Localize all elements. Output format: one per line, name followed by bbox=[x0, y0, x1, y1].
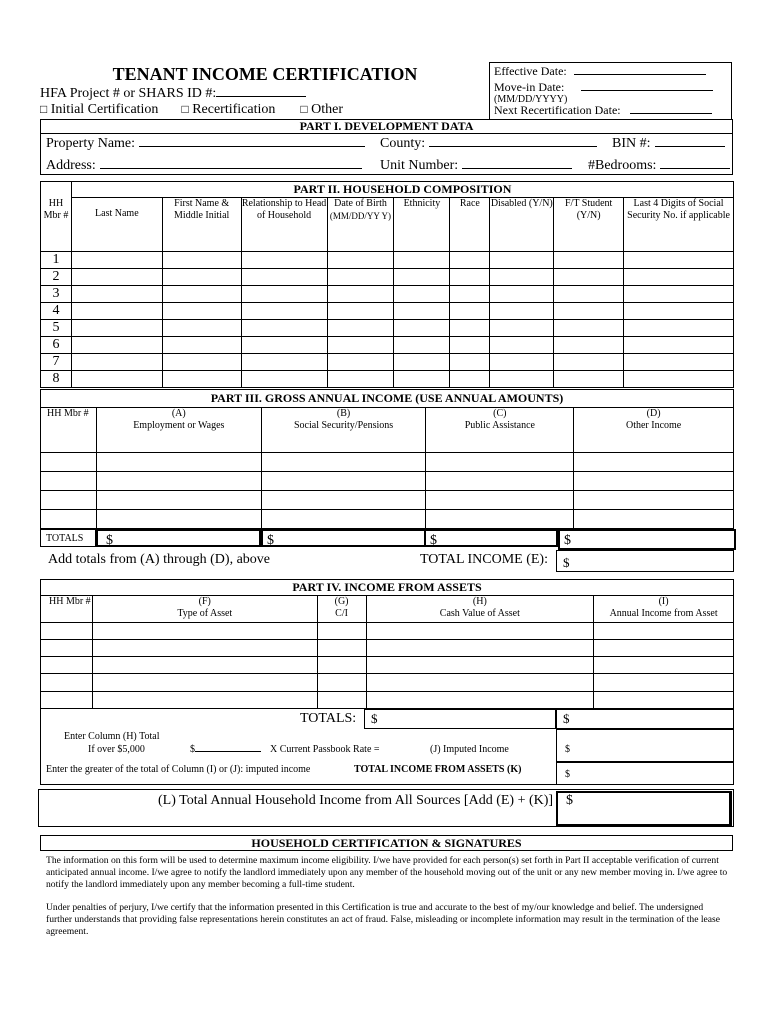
household-cell[interactable] bbox=[162, 286, 241, 303]
next-recert-line bbox=[630, 113, 712, 114]
other-checkbox[interactable]: □ bbox=[300, 102, 308, 116]
col-f-letter: (F) bbox=[198, 596, 211, 608]
household-cell[interactable] bbox=[162, 252, 241, 269]
household-cell[interactable] bbox=[554, 286, 624, 303]
total-assets-k-label: TOTAL INCOME FROM ASSETS (K) bbox=[354, 764, 522, 775]
household-cell[interactable] bbox=[71, 252, 162, 269]
total-assets-k-cell[interactable] bbox=[556, 762, 734, 785]
col-c bbox=[426, 407, 574, 452]
initial-cert-label: Initial Certification bbox=[50, 102, 159, 117]
household-cell[interactable] bbox=[394, 252, 450, 269]
col-ft-student: F/T Student (Y/N) bbox=[554, 198, 624, 252]
household-cell[interactable] bbox=[450, 371, 490, 388]
col-g bbox=[317, 596, 366, 622]
household-cell[interactable] bbox=[241, 354, 327, 371]
household-member-number: 6 bbox=[41, 337, 72, 354]
table-row bbox=[41, 269, 734, 286]
part4-title: PART IV. INCOME FROM ASSETS bbox=[41, 580, 734, 596]
col-d bbox=[574, 407, 734, 452]
unit-number-label: Unit Number: bbox=[380, 158, 459, 173]
col-f-label: Type of Asset bbox=[177, 608, 233, 620]
col-i-label: Annual Income from Asset bbox=[609, 608, 718, 620]
county-label: County: bbox=[380, 136, 426, 151]
total-d-cell[interactable] bbox=[558, 529, 736, 550]
household-cell[interactable] bbox=[327, 303, 394, 320]
bedrooms-label: #Bedrooms: bbox=[588, 158, 657, 173]
household-cell[interactable] bbox=[71, 320, 162, 337]
bedrooms-field[interactable] bbox=[588, 158, 730, 174]
household-cell[interactable] bbox=[241, 286, 327, 303]
recert-checkbox[interactable]: □ bbox=[181, 102, 189, 116]
passbook-calc-field[interactable] bbox=[190, 744, 261, 756]
table-row bbox=[41, 452, 734, 471]
total-income-e-cell[interactable] bbox=[556, 550, 734, 572]
table-row bbox=[41, 371, 734, 388]
household-cell[interactable] bbox=[327, 354, 394, 371]
household-cell[interactable] bbox=[554, 252, 624, 269]
passbook-dollar: $ bbox=[190, 744, 195, 755]
household-cell[interactable] bbox=[241, 371, 327, 388]
household-cell[interactable] bbox=[490, 371, 554, 388]
unit-number-field[interactable] bbox=[380, 158, 572, 174]
add-totals-text: Add totals from (A) through (D), above bbox=[48, 552, 271, 567]
household-cell[interactable] bbox=[624, 354, 734, 371]
col-b-letter: (B) bbox=[336, 407, 351, 419]
total-h-dollar: $ bbox=[371, 711, 378, 726]
p4-col-hh: HH Mbr # bbox=[41, 596, 93, 622]
col-last-name: Last Name bbox=[71, 198, 162, 252]
total-h-cell[interactable] bbox=[364, 709, 556, 729]
household-cell[interactable] bbox=[241, 337, 327, 354]
col-dob-label: Date of Birth bbox=[334, 198, 387, 209]
effective-date-field[interactable] bbox=[494, 64, 706, 79]
col-a-label: Employment or Wages bbox=[133, 419, 225, 431]
household-cell[interactable] bbox=[394, 337, 450, 354]
gross-income-table bbox=[40, 389, 734, 529]
household-cell[interactable] bbox=[394, 286, 450, 303]
part1-title: PART I. DEVELOPMENT DATA bbox=[299, 119, 474, 133]
date-format-hint: (MM/DD/YYYY) bbox=[494, 94, 568, 105]
total-a-cell[interactable] bbox=[96, 529, 261, 547]
household-cell[interactable] bbox=[394, 303, 450, 320]
col-i-letter: (I) bbox=[658, 596, 669, 608]
assets-table bbox=[40, 579, 734, 709]
col-i bbox=[594, 596, 734, 622]
col-disabled: Disabled (Y/N) bbox=[490, 198, 554, 252]
col-ethnicity: Ethnicity bbox=[394, 198, 450, 252]
initial-cert-checkbox[interactable]: □ bbox=[40, 102, 48, 116]
total-household-income-cell[interactable] bbox=[556, 791, 732, 827]
household-cell[interactable] bbox=[327, 371, 394, 388]
property-name-label: Property Name: bbox=[46, 136, 136, 151]
imputed-income-cell[interactable] bbox=[556, 729, 734, 762]
table-row bbox=[41, 252, 734, 269]
household-cell[interactable] bbox=[554, 320, 624, 337]
household-cell[interactable] bbox=[624, 252, 734, 269]
total-i-cell[interactable] bbox=[556, 709, 734, 729]
part2-title: PART II. HOUSEHOLD COMPOSITION bbox=[71, 182, 733, 198]
household-cell[interactable] bbox=[490, 320, 554, 337]
total-assets-k-dollar: $ bbox=[565, 769, 570, 780]
imputed-income-dollar: $ bbox=[565, 744, 570, 755]
hfa-project-field[interactable] bbox=[40, 86, 306, 102]
household-cell[interactable] bbox=[490, 354, 554, 371]
household-cell[interactable] bbox=[327, 252, 394, 269]
household-cell[interactable] bbox=[327, 286, 394, 303]
next-recert-field[interactable] bbox=[494, 103, 712, 118]
table-row bbox=[41, 471, 734, 490]
household-cell[interactable] bbox=[394, 269, 450, 286]
household-cell[interactable] bbox=[624, 320, 734, 337]
p4-totals-label: TOTALS: bbox=[300, 711, 357, 726]
col-first-name: First Name & Middle Initial bbox=[162, 198, 241, 252]
col-h-label: Cash Value of Asset bbox=[439, 608, 520, 620]
household-member-number: 8 bbox=[41, 371, 72, 388]
move-in-date-label: Move-in Date: bbox=[494, 80, 565, 94]
enter-greater-text: Enter the greater of the total of Column (I) or (J): imputed income bbox=[46, 764, 311, 775]
household-cell[interactable] bbox=[394, 354, 450, 371]
household-cell[interactable] bbox=[450, 320, 490, 337]
table-row bbox=[41, 657, 734, 674]
household-cell[interactable] bbox=[162, 371, 241, 388]
household-composition-table bbox=[40, 181, 734, 388]
other-label: Other bbox=[311, 102, 344, 117]
household-cell[interactable] bbox=[394, 371, 450, 388]
col-g-letter: (G) bbox=[334, 596, 349, 608]
col-a-letter: (A) bbox=[171, 407, 186, 419]
col-d-letter: (D) bbox=[646, 407, 661, 419]
property-name-field[interactable] bbox=[46, 136, 365, 152]
household-cell[interactable] bbox=[624, 286, 734, 303]
col-g-label: C/I bbox=[335, 608, 348, 620]
household-cell[interactable] bbox=[71, 337, 162, 354]
table-row bbox=[41, 337, 734, 354]
total-c-cell[interactable] bbox=[424, 529, 558, 547]
total-a-dollar: $ bbox=[106, 533, 113, 548]
recert-label: Recertification bbox=[192, 102, 276, 117]
address-field[interactable] bbox=[46, 158, 362, 174]
household-cell[interactable] bbox=[162, 354, 241, 371]
bin-label: BIN #: bbox=[612, 136, 651, 151]
address-label: Address: bbox=[46, 158, 96, 173]
table-row bbox=[41, 691, 734, 708]
if-over-text: If over $5,000 bbox=[88, 744, 145, 755]
certification-paragraph-1: The information on this form will be used to determine maximum income eligibility. I/we have provided for each person(s) set forth in Part II acceptable verification of current anticipated annual income. I/we agree to notify the landlord immediately upon any member of the household moving out of the unit or any new member moving in. I/we agree to notify the landlord immediately upon any member becoming a full-time student. bbox=[46, 855, 728, 890]
table-row bbox=[41, 674, 734, 691]
total-b-dollar: $ bbox=[267, 533, 274, 548]
household-cell[interactable] bbox=[241, 252, 327, 269]
household-cell[interactable] bbox=[554, 371, 624, 388]
table-row bbox=[41, 490, 734, 509]
household-cell[interactable] bbox=[624, 269, 734, 286]
part3-title: PART III. GROSS ANNUAL INCOME (USE ANNUAL AMOUNTS) bbox=[41, 390, 734, 408]
table-row bbox=[41, 303, 734, 320]
total-household-income-label: (L) Total Annual Household Income from All Sources [Add (E) + (K)] bbox=[158, 793, 554, 808]
col-ssn: Last 4 Digits of Social Security No. if applicable bbox=[624, 198, 734, 252]
total-d-dollar: $ bbox=[564, 533, 571, 548]
col-h bbox=[366, 596, 594, 622]
household-cell[interactable] bbox=[162, 337, 241, 354]
total-income-e-dollar: $ bbox=[563, 555, 570, 570]
col-dob-format: (MM/DD/YY Y) bbox=[329, 211, 392, 221]
certification-paragraph-2: Under penalties of perjury, I/we certify that the information presented in this Certification is true and accurate to the best of my/our knowledge and belief. The undersigned further understands that providing false representations herein constitutes an act of fraud. False, misleading or incomplete information may result in the termination of the lease agreement. bbox=[46, 902, 721, 937]
table-row bbox=[41, 286, 734, 303]
county-field[interactable] bbox=[380, 136, 597, 152]
certification-type-options bbox=[40, 102, 343, 118]
household-cell[interactable] bbox=[71, 354, 162, 371]
household-cell[interactable] bbox=[162, 303, 241, 320]
col-h-letter: (H) bbox=[472, 596, 487, 608]
household-cell[interactable] bbox=[450, 269, 490, 286]
hfa-project-line bbox=[216, 96, 306, 97]
form-title: TENANT INCOME CERTIFICATION bbox=[112, 64, 418, 84]
household-cell[interactable] bbox=[162, 269, 241, 286]
total-b-cell[interactable] bbox=[261, 529, 426, 547]
col-relationship: Relationship to Head of Household bbox=[241, 198, 327, 252]
enter-col-h-text: Enter Column (H) Total bbox=[64, 731, 160, 742]
household-cell[interactable] bbox=[162, 320, 241, 337]
table-row bbox=[41, 639, 734, 656]
household-cell[interactable] bbox=[71, 269, 162, 286]
household-cell[interactable] bbox=[71, 286, 162, 303]
table-row bbox=[41, 622, 734, 639]
household-cell[interactable] bbox=[394, 320, 450, 337]
household-cell[interactable] bbox=[554, 354, 624, 371]
col-f bbox=[92, 596, 317, 622]
next-recert-label: Next Recertification Date: bbox=[494, 103, 621, 117]
hfa-project-label: HFA Project # or SHARS ID #: bbox=[40, 86, 217, 101]
household-member-number: 2 bbox=[41, 269, 72, 286]
household-member-number: 4 bbox=[41, 303, 72, 320]
household-cell[interactable] bbox=[554, 269, 624, 286]
household-cell[interactable] bbox=[490, 337, 554, 354]
household-cell[interactable] bbox=[450, 303, 490, 320]
table-row bbox=[41, 509, 734, 528]
household-cell[interactable] bbox=[450, 252, 490, 269]
household-member-number: 1 bbox=[41, 252, 72, 269]
move-in-date-field[interactable] bbox=[494, 80, 713, 95]
col-d-label: Other Income bbox=[625, 419, 682, 431]
move-in-date-line bbox=[581, 90, 713, 91]
col-b-label: Social Security/Pensions bbox=[293, 419, 394, 431]
household-cell[interactable] bbox=[490, 269, 554, 286]
p3-totals-label: TOTALS bbox=[46, 533, 84, 544]
household-cell[interactable] bbox=[241, 320, 327, 337]
household-member-number: 3 bbox=[41, 286, 72, 303]
household-cell[interactable] bbox=[450, 354, 490, 371]
col-b bbox=[261, 407, 426, 452]
household-cell[interactable] bbox=[71, 371, 162, 388]
signatures-title: HOUSEHOLD CERTIFICATION & SIGNATURES bbox=[251, 836, 522, 850]
household-cell[interactable] bbox=[327, 337, 394, 354]
col-c-letter: (C) bbox=[493, 407, 507, 419]
household-cell[interactable] bbox=[490, 286, 554, 303]
table-row bbox=[41, 354, 734, 371]
col-hh-mbr: HH Mbr # bbox=[41, 198, 72, 252]
household-cell[interactable] bbox=[554, 337, 624, 354]
total-income-e-label: TOTAL INCOME (E): bbox=[420, 552, 548, 567]
household-cell[interactable] bbox=[624, 371, 734, 388]
passbook-rate-text: X Current Passbook Rate = bbox=[270, 744, 380, 755]
household-member-number: 7 bbox=[41, 354, 72, 371]
household-cell[interactable] bbox=[554, 303, 624, 320]
household-cell[interactable] bbox=[624, 337, 734, 354]
table-row bbox=[41, 320, 734, 337]
household-cell[interactable] bbox=[490, 252, 554, 269]
household-cell[interactable] bbox=[450, 337, 490, 354]
col-c-label: Public Assistance bbox=[464, 419, 535, 431]
total-household-income-dollar: $ bbox=[566, 793, 573, 808]
col-dob bbox=[327, 198, 394, 252]
household-cell[interactable] bbox=[327, 320, 394, 337]
effective-date-line bbox=[574, 74, 706, 75]
p3-col-hh: HH Mbr # bbox=[41, 407, 97, 452]
household-cell[interactable] bbox=[450, 286, 490, 303]
household-cell[interactable] bbox=[327, 269, 394, 286]
imputed-income-label: (J) Imputed Income bbox=[430, 744, 509, 755]
total-i-dollar: $ bbox=[563, 711, 570, 726]
bin-field[interactable] bbox=[612, 136, 725, 152]
col-a bbox=[96, 407, 261, 452]
household-member-number: 5 bbox=[41, 320, 72, 337]
effective-date-label: Effective Date: bbox=[494, 64, 567, 78]
household-cell[interactable] bbox=[241, 269, 327, 286]
household-cell[interactable] bbox=[490, 303, 554, 320]
household-cell[interactable] bbox=[241, 303, 327, 320]
total-c-dollar: $ bbox=[430, 533, 437, 548]
household-cell[interactable] bbox=[71, 303, 162, 320]
col-race: Race bbox=[450, 198, 490, 252]
household-cell[interactable] bbox=[624, 303, 734, 320]
